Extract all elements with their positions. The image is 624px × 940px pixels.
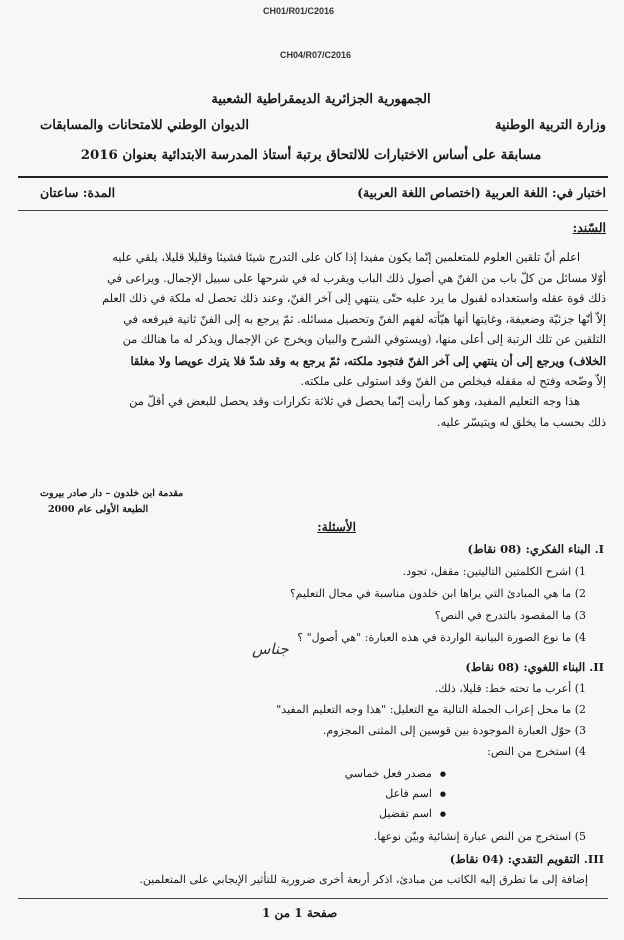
- section-linguistic: II. البناء اللغوي: (08 نقاط): [465, 660, 604, 674]
- support-line: اعلم أنّ تلقين العلوم للمتعلمين إنّما يكون مفيدا إذا كان على التدرج شيئا فشيئا وقليلا قليلا، يلقي عليه: [112, 251, 580, 264]
- support-line: ذلك بحسب ما يخلق له ويتيسّر عليه.: [436, 415, 606, 429]
- support-line: أوّلا مسائل من كلّ باب من الفنّ هي أصول ذلك الباب ويقرب له في شرحها على سبيل الإجمال. ويراعى في: [107, 271, 606, 285]
- question-item: 4) استخرج من النص:: [487, 745, 586, 758]
- questions-title: الأسئلة:: [317, 520, 356, 534]
- section-critical: III. التقويم التقدي: (04 نقاط): [449, 852, 604, 866]
- question-item: 3) ما المقصود بالتدرج في النص؟: [434, 609, 586, 622]
- question-item: 2) ما هي المبادئ التي يراها ابن خلدون مناسبة في مجال التعليم؟: [289, 587, 586, 600]
- ministry-name: وزارة التربية الوطنية: [495, 118, 606, 133]
- support-line: إلاّ أنّها جزئيّة وضعيفة، وغايتها أنها هيّأته لفهم الفنّ وتحصيل مسائله. ثمّ يرجع به إلى الفنّ ثانية فيرفعه في: [123, 312, 606, 326]
- header-divider: [18, 176, 608, 178]
- bullet-item: ● اسم تفضيل: [379, 807, 446, 820]
- question-item: 1) أعرب ما تحته خط: قليلا، ذلك.: [434, 682, 586, 695]
- subject-divider: [18, 210, 608, 211]
- support-line: إلاّ وضّحه وفتح له مقفله فيخلص من الفنّ وقد استولى على ملكته.: [300, 374, 606, 388]
- question-item: 4) ما نوع الصورة البيانية الواردة في هذه العبارة: "هي أصول" ؟: [297, 631, 586, 644]
- republic-title: الجمهورية الجزائرية الديمقراطية الشعبية: [211, 92, 431, 107]
- exam-subject: اختبار في: اللغة العربية (اختصاص اللغة العربية): [357, 185, 606, 200]
- support-title: السّند:: [572, 220, 606, 235]
- critical-question: إضافة إلى ما تطرق إليه الكاتب من مبادئ، اذكر أربعة أخرى ضرورية للتأثير الإيجابي على المتعلمين.: [139, 873, 588, 886]
- support-line: هذا وجه التعليم المفيد، وهو كما رأيت إنّما يحصل في ثلاثة تكرارات وقد يحصل للبعض في أقلّ من: [129, 395, 580, 409]
- support-text: [14, 248, 606, 433]
- exam-duration: المدة: ساعتان: [40, 185, 116, 200]
- question-item: 1) اشرح الكلمتين التاليتين: مقفل، تجود.: [402, 565, 586, 578]
- source-edition: الطبعة الأولى عام 2000: [48, 504, 149, 515]
- bullet-item: ● اسم فاعل: [385, 787, 446, 800]
- contest-title: مسابقة على أساس الاختبارات للالتحاق برتبة أستاذ المدرسة الابتدائية بعنوان 2016: [80, 148, 542, 163]
- section-intellectual: I. البناء الفكري: (08 نقاط): [467, 542, 604, 556]
- handwritten-annotation: جناس: [252, 640, 289, 658]
- page-number: صفحة 1 من 1: [262, 906, 338, 920]
- question-item: 3) حوّل العبارة الموجودة بين قوسين إلى المثنى المجزوم.: [322, 724, 586, 737]
- document-code-second: CH04/R07/C2016: [280, 50, 352, 60]
- document-code-top: CH01/R01/C2016: [263, 6, 335, 16]
- question-item: 2) ما محل إعراب الجملة التالية مع التعليل: "هذا وجه التعليم المفيد": [276, 703, 586, 716]
- source-reference: مقدمة ابن خلدون – دار صادر بيروت: [40, 488, 184, 499]
- support-line: ذلك قوة عقله واستعداده لقبول ما يرد عليه حتّى ينتهي إلى آخر الفنّ، وعند ذلك تحصل له ملكة في ذلك العلم: [102, 292, 606, 306]
- support-line: الخلاف) ويرجع إلى أن ينتهي إلى آخر الفنّ فتجود ملكته، ثمّ يرجع به وقد شدّ فلا يترك عويصا ولا مغلقا: [130, 353, 606, 368]
- question-item: 5) استخرج من النص عبارة إنشائية وبيّن نوعها.: [373, 830, 586, 843]
- support-line: التلقين عن تلك الرتبة إلى أعلى منها، (ويستوفي الشرح والبيان ويخرج عن الإجمال ويذكر له ما هنالك من: [122, 333, 606, 347]
- bullet-item: ● مصدر فعل خماسي: [345, 767, 446, 780]
- footer-divider: [18, 898, 608, 899]
- exam-office-name: الديوان الوطني للامتحانات والمسابقات: [40, 118, 249, 133]
